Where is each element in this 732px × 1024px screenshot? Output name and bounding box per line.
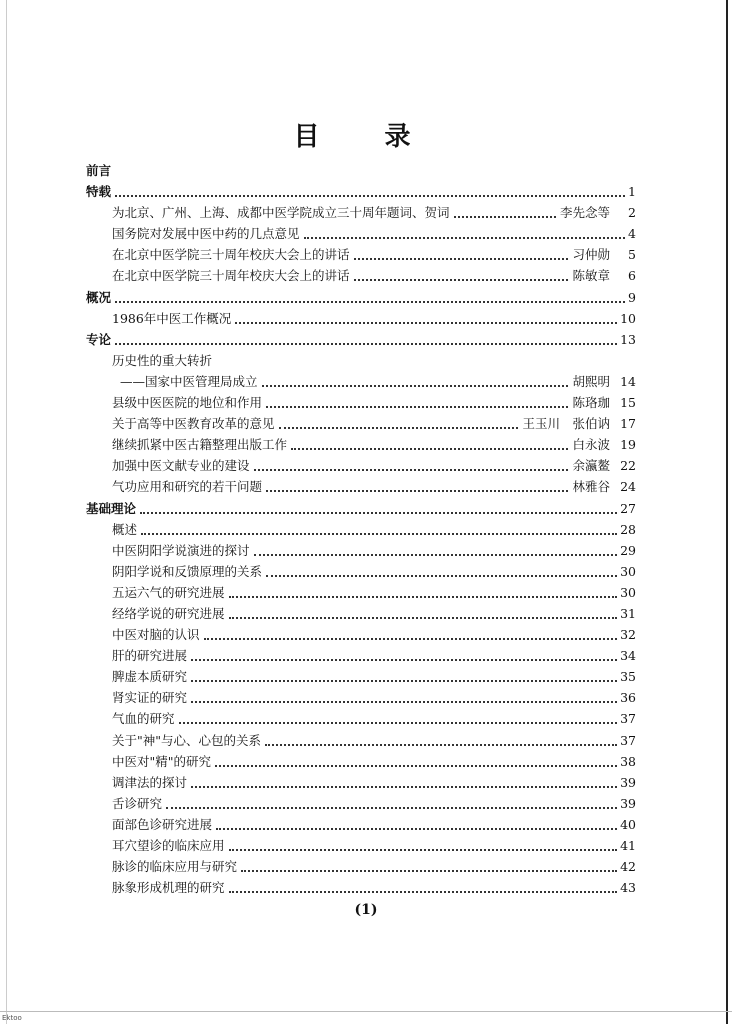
toc-entry	[86, 434, 636, 455]
toc-entry	[86, 371, 636, 392]
toc-entry-title: 经络学说的研究进展	[112, 605, 225, 621]
toc-entry	[86, 244, 636, 265]
toc-entry-page-number: 39	[620, 795, 636, 811]
dot-leader	[115, 301, 625, 303]
toc-entry	[86, 666, 636, 687]
toc-entry	[86, 223, 636, 244]
toc-entry-title: 调津法的探讨	[112, 774, 188, 790]
toc-entry-title: 关于"神"与心、心包的关系	[112, 732, 261, 748]
toc-entry	[86, 498, 636, 519]
toc-entry-page-number: 37	[620, 711, 636, 727]
dot-leader	[354, 258, 568, 260]
toc-entry	[86, 856, 636, 877]
toc-entry-page-number: 29	[620, 542, 636, 558]
toc-entry-title: 历史性的重大转折	[112, 352, 213, 368]
toc-entry	[86, 772, 636, 793]
toc-entry	[86, 181, 636, 202]
toc-entry-page-number: 35	[620, 669, 636, 685]
toc-entry	[86, 582, 636, 603]
toc-entry-page-number: 30	[620, 584, 636, 600]
toc-entry-page-number: 42	[620, 859, 636, 875]
toc-entry-page-number: 4	[628, 226, 636, 242]
toc-entry-title: 脾虚本质研究	[112, 669, 188, 685]
dot-leader	[191, 701, 617, 703]
toc-entry	[86, 645, 636, 666]
toc-entry	[86, 540, 636, 561]
toc-entry-title: 加强中医文献专业的建设	[112, 458, 250, 474]
toc-entry-title: 基础理论	[86, 500, 137, 516]
toc-entry-title: 脉诊的临床应用与研究	[112, 859, 238, 875]
toc-entry-page-number: 36	[620, 690, 636, 706]
dot-leader	[115, 195, 625, 197]
table-of-contents	[86, 160, 636, 898]
dot-leader	[204, 638, 617, 640]
toc-entry	[86, 519, 636, 540]
toc-entry-title: 五运六气的研究进展	[112, 584, 225, 600]
toc-entry-author: 余瀛鳌	[572, 458, 610, 474]
dot-leader	[265, 744, 617, 746]
toc-entry-page-number: 32	[620, 627, 636, 643]
toc-entry-page-number: 43	[620, 880, 636, 896]
dot-leader	[241, 870, 617, 872]
toc-entry-page-number: 13	[620, 331, 636, 347]
scan-edge-bottom	[0, 1011, 732, 1012]
toc-entry-author: 王玉川 张伯讷	[522, 416, 610, 432]
toc-entry-page-number: 5	[628, 247, 636, 263]
toc-entry	[86, 265, 636, 286]
toc-entry-title: 阴阳学说和反馈原理的关系	[112, 563, 263, 579]
dot-leader	[291, 448, 568, 450]
toc-entry-page-number: 27	[620, 500, 636, 516]
toc-entry-page-number: 37	[620, 732, 636, 748]
toc-entry	[86, 793, 636, 814]
toc-entry-page-number: 15	[620, 395, 636, 411]
dot-leader	[191, 786, 617, 788]
dot-leader	[229, 617, 617, 619]
dot-leader	[254, 469, 568, 471]
toc-entry	[86, 561, 636, 582]
dot-leader	[179, 722, 617, 724]
toc-entry	[86, 413, 636, 434]
toc-entry-page-number: 38	[620, 753, 636, 769]
toc-entry-page-number: 40	[620, 816, 636, 832]
toc-entry-title: 概述	[112, 521, 138, 537]
toc-entry-title: 专论	[86, 331, 112, 347]
dot-leader	[254, 554, 617, 556]
watermark-text: Ektoo	[2, 1014, 22, 1022]
dot-leader	[141, 533, 617, 535]
toc-entry-page-number: 24	[620, 479, 636, 495]
toc-entry	[86, 730, 636, 751]
toc-entry	[86, 160, 636, 181]
toc-entry-title: 面部色诊研究进展	[112, 816, 213, 832]
dot-leader	[279, 427, 518, 429]
toc-entry-title: 继续抓紧中医古籍整理出版工作	[112, 437, 288, 453]
toc-entry-author: 陈珞珈	[572, 395, 610, 411]
toc-entry-page-number: 41	[620, 838, 636, 853]
toc-entry	[86, 814, 636, 835]
toc-entry-title: 前言	[86, 163, 112, 178]
toc-entry-title: 在北京中医学院三十周年校庆大会上的讲话	[112, 247, 350, 263]
dot-leader	[191, 659, 617, 661]
toc-entry-title: 耳穴望诊的临床应用	[112, 838, 225, 853]
toc-entry	[86, 835, 636, 856]
dot-leader	[215, 765, 617, 767]
toc-entry-title: 在北京中医学院三十周年校庆大会上的讲话	[112, 268, 350, 284]
dot-leader	[454, 216, 556, 218]
toc-entry-title: 国务院对发展中医中药的几点意见	[112, 226, 300, 242]
scan-edge-right	[726, 0, 728, 1024]
toc-entry	[86, 308, 636, 329]
toc-entry	[86, 329, 636, 350]
toc-entry-author: 习仲勋	[572, 247, 610, 263]
toc-entry-author: 李先念等	[559, 205, 610, 221]
toc-entry-title: ——国家中医管理局成立	[120, 373, 258, 389]
toc-entry-page-number: 39	[620, 774, 636, 790]
toc-entry-title: 为北京、广州、上海、成都中医学院成立三十周年题词、贺词	[112, 205, 450, 221]
toc-entry-page-number: 19	[620, 437, 636, 453]
toc-entry-title: 肝的研究进展	[112, 648, 188, 664]
dot-leader	[354, 279, 568, 281]
toc-entry-page-number: 10	[620, 310, 636, 326]
toc-entry-title: 脉象形成机理的研究	[112, 880, 225, 896]
toc-entry-title: 中医对脑的认识	[112, 627, 200, 643]
toc-entry-title: 舌诊研究	[112, 795, 163, 811]
toc-entry-page-number: 14	[620, 373, 636, 389]
scan-edge-left	[6, 0, 7, 1024]
toc-entry-page-number: 31	[620, 605, 636, 621]
toc-entry-title: 关于高等中医教育改革的意见	[112, 416, 275, 432]
dot-leader	[229, 891, 617, 893]
toc-entry-author: 胡熙明	[572, 373, 610, 389]
toc-entry	[86, 751, 636, 772]
toc-entry-page-number: 9	[628, 289, 636, 305]
toc-entry	[86, 287, 636, 308]
dot-leader	[229, 849, 617, 851]
toc-entry-title: 中医对"精"的研究	[112, 753, 211, 769]
toc-entry	[86, 603, 636, 624]
toc-entry-title: 中医阴阳学说演进的探讨	[112, 542, 250, 558]
dot-leader	[266, 406, 568, 408]
toc-entry	[86, 624, 636, 645]
dot-leader	[140, 512, 617, 514]
toc-entry-title: 肾实证的研究	[112, 690, 188, 706]
toc-entry	[86, 476, 636, 497]
toc-entry	[86, 455, 636, 476]
toc-entry	[86, 202, 636, 223]
dot-leader	[266, 490, 568, 492]
toc-entry-author: 林雅谷	[572, 479, 610, 495]
dot-leader	[229, 596, 617, 598]
dot-leader	[235, 322, 617, 324]
toc-entry-author: 陈敏章	[572, 268, 610, 284]
toc-entry-page-number: 30	[620, 563, 636, 579]
toc-entry-title: 1986年中医工作概况	[112, 310, 232, 326]
toc-entry	[86, 687, 636, 708]
dot-leader	[166, 807, 617, 809]
toc-entry	[86, 350, 636, 371]
dot-leader	[304, 237, 625, 239]
toc-entry-title: 概况	[86, 289, 112, 305]
toc-entry-page-number: 22	[620, 458, 636, 474]
toc-entry-page-number: 17	[620, 416, 636, 432]
toc-entry-title: 县级中医医院的地位和作用	[112, 395, 263, 411]
dot-leader	[262, 385, 568, 387]
toc-entry	[86, 708, 636, 729]
dot-leader	[191, 680, 617, 682]
toc-entry-page-number: 34	[620, 648, 636, 664]
toc-entry-title: 气功应用和研究的若干问题	[112, 479, 263, 495]
toc-entry-page-number: 1	[628, 184, 636, 200]
toc-entry-title: 气血的研究	[112, 711, 175, 727]
toc-entry-page-number: 6	[628, 268, 636, 284]
dot-leader	[115, 343, 617, 345]
toc-entry	[86, 877, 636, 898]
toc-entry-author: 白永波	[572, 437, 610, 453]
toc-entry	[86, 392, 636, 413]
page-number-footer: (1)	[354, 902, 378, 918]
toc-entry-page-number: 28	[620, 521, 636, 537]
toc-entry-title: 特载	[86, 184, 112, 200]
toc-entry-page-number: 2	[628, 205, 636, 221]
dot-leader	[216, 828, 617, 830]
page-title: 目 录	[293, 122, 439, 152]
dot-leader	[266, 575, 617, 577]
